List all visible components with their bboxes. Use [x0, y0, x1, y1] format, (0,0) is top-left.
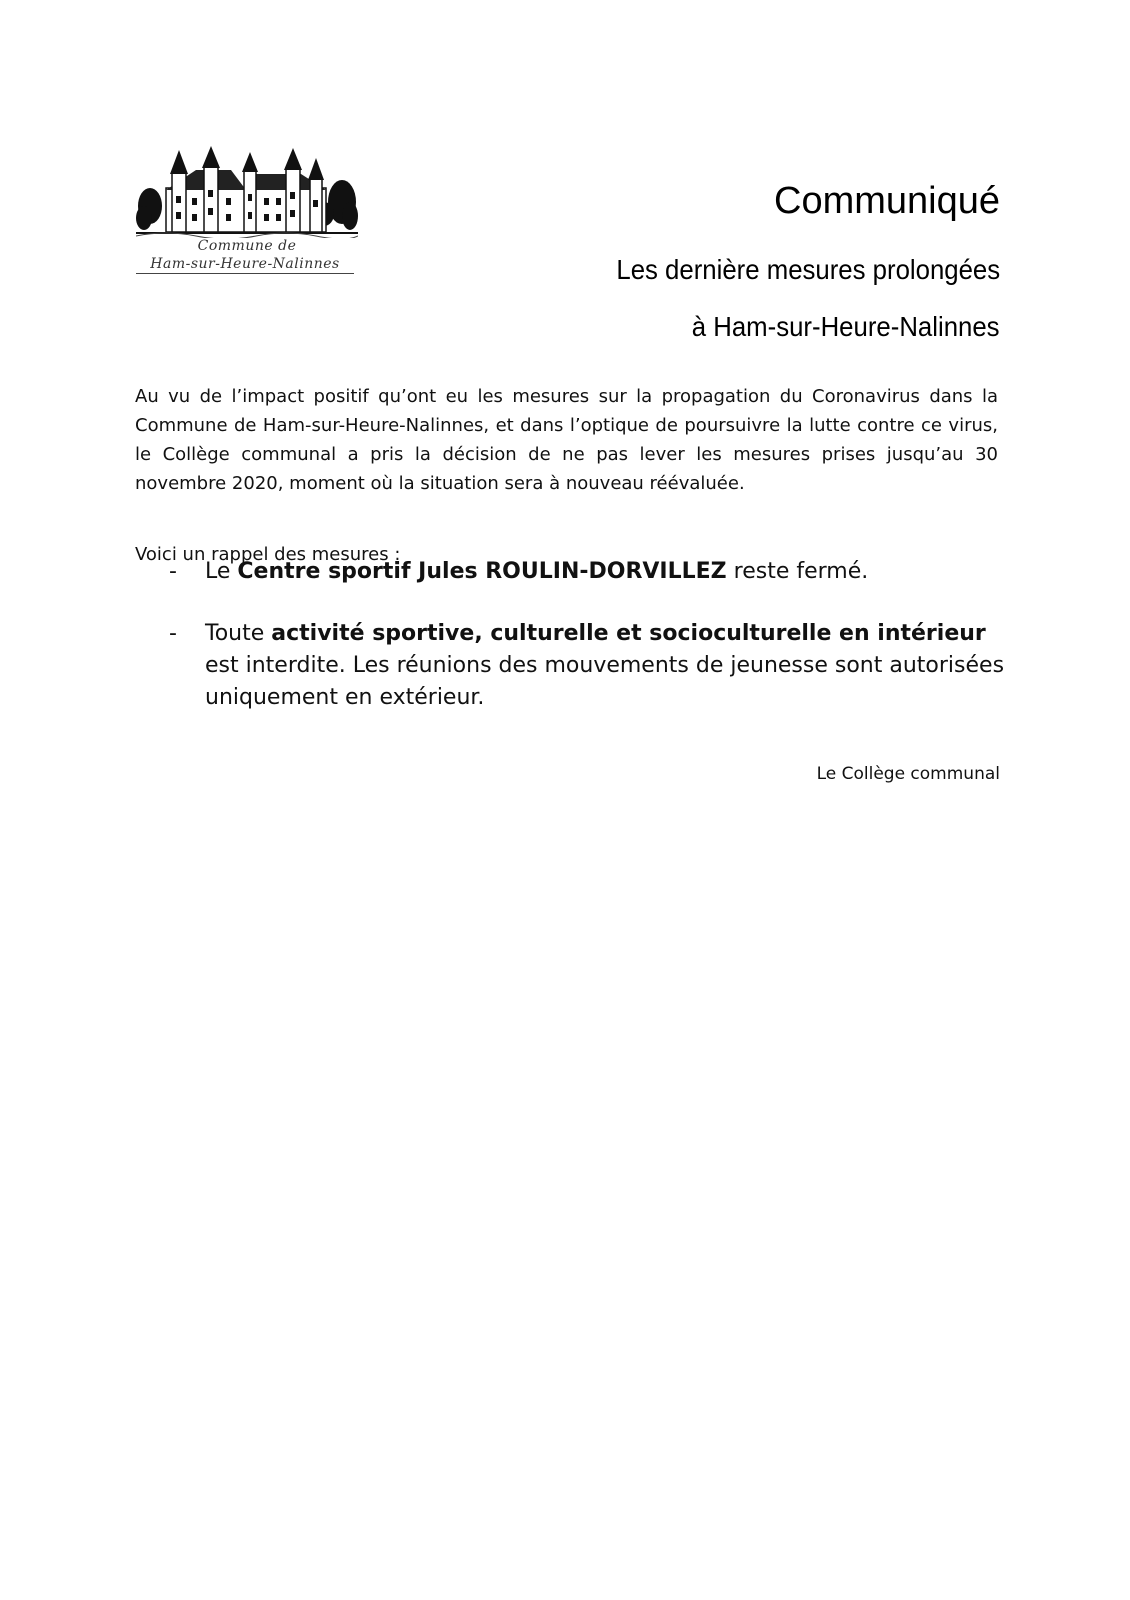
logo-line-commune: Commune de	[197, 238, 297, 254]
measure-prefix: Le	[205, 559, 238, 584]
signature: Le Collège communal	[816, 764, 1000, 784]
list-dash: -	[169, 621, 177, 646]
measure-prefix: Toute	[205, 621, 272, 646]
measures-list	[135, 556, 1015, 714]
list-dash: -	[169, 559, 177, 584]
logo-line-name: Ham-sur-Heure-Nalinnes	[136, 256, 354, 274]
commune-logo	[136, 144, 362, 284]
measure-bold: Centre sportif Jules ROULIN-DORVILLEZ	[237, 559, 727, 584]
document-subtitle-line1: Les dernière mesures prolongées	[616, 254, 1000, 285]
intro-paragraph: Au vu de l’impact positif qu’ont eu les mesures sur la propagation du Coronavirus dans la Commune de Ham-sur-Heure-Nalinnes, et dans l’optique de poursuivre la lutte contre ce virus, le Collège communal a pris la décision de ne pas lever les mesures prises jusqu’au 30 novembre 2020, moment où la situation sera à nouveau réévaluée.	[135, 386, 998, 494]
recall-line: Voici un rappel des mesures :	[135, 544, 401, 565]
measure-bold: activité sportive, culturelle et socioculturelle en intérieur	[271, 621, 986, 646]
document-title: Communiqué	[774, 180, 1000, 222]
measure-item-activites	[135, 618, 1015, 714]
castle-icon	[136, 144, 358, 238]
measure-suffix: reste fermé.	[726, 559, 869, 584]
measure-suffix: est interdite. Les réunions des mouvements de jeunesse sont autorisées uniquement en extérieur.	[205, 653, 1005, 710]
measure-item-centre-sportif	[135, 556, 1015, 588]
document-subtitle-line2: à Ham-sur-Heure-Nalinnes	[692, 311, 1000, 342]
